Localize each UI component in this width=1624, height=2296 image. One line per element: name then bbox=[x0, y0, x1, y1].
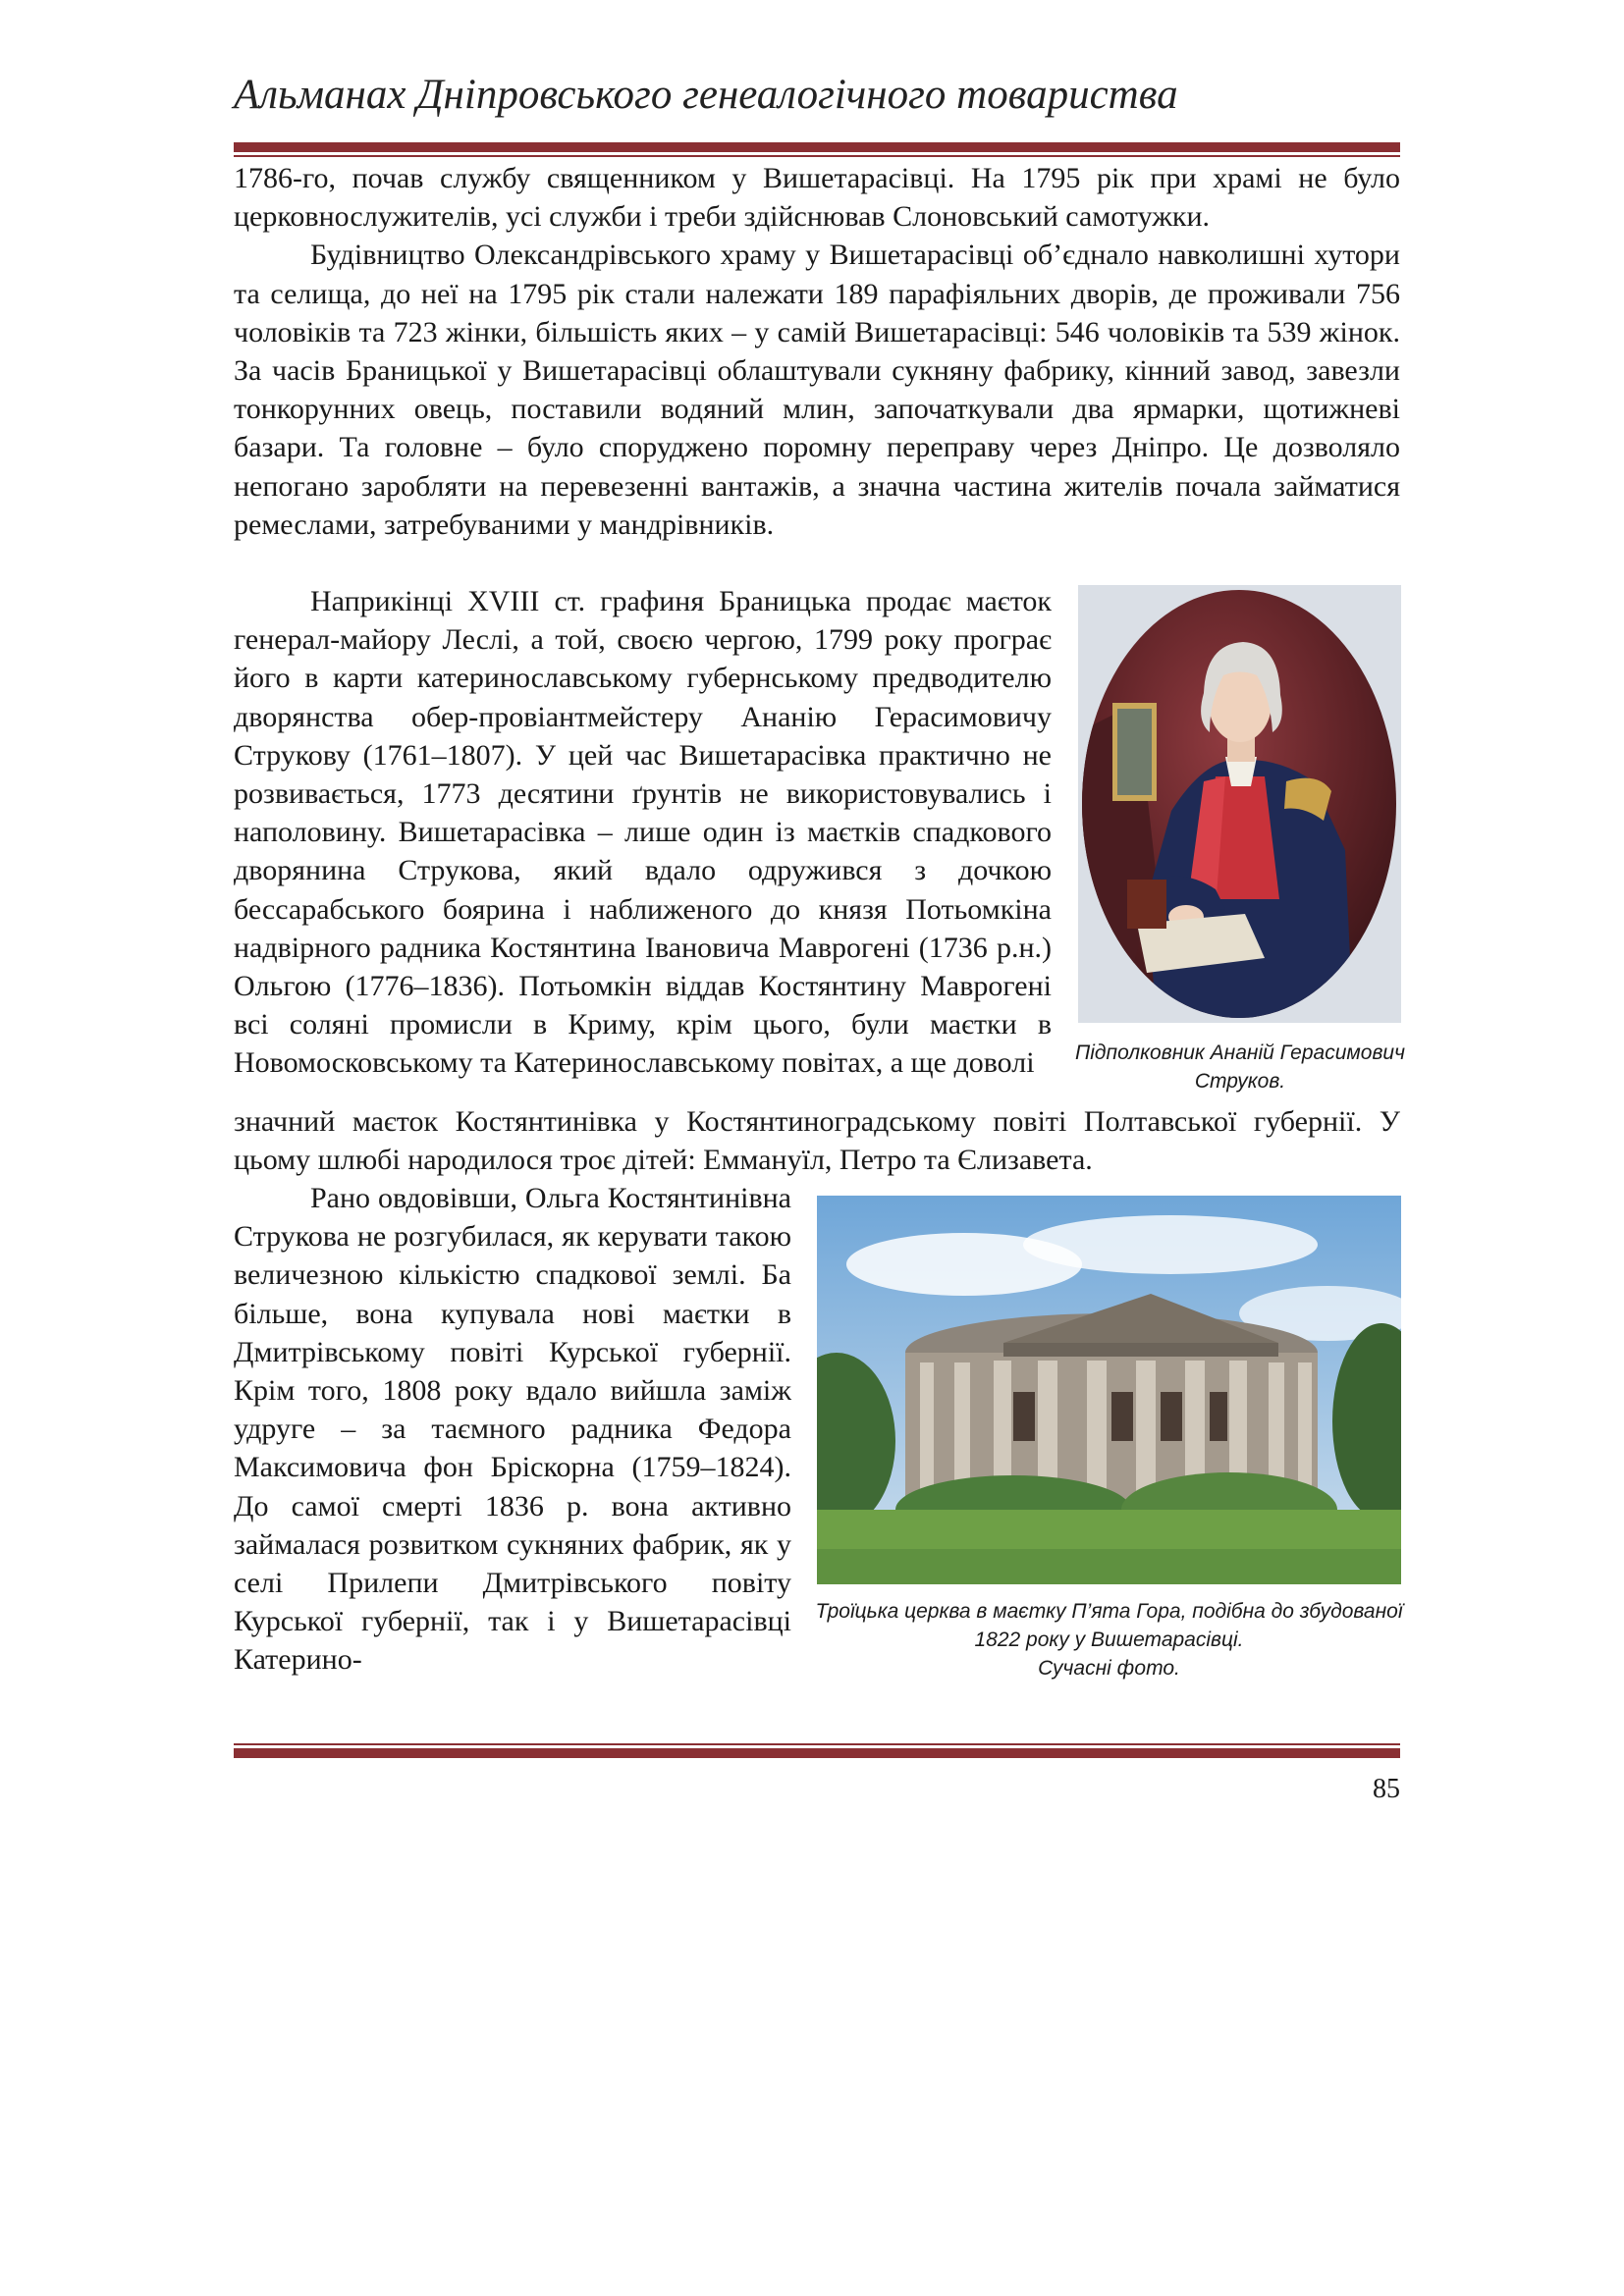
running-header-title: Альманах Дніпровського генеалогічного товариства bbox=[234, 72, 1178, 118]
footer-rule-thin bbox=[234, 1743, 1400, 1745]
church-caption bbox=[813, 1597, 1405, 1682]
church-figure bbox=[817, 1196, 1401, 1584]
text-block-middle bbox=[234, 1102, 1400, 1179]
church-caption-line-2: Сучасні фото. bbox=[1038, 1657, 1180, 1680]
church-photo bbox=[817, 1196, 1401, 1584]
header-rule-thick bbox=[234, 142, 1400, 152]
portrait-caption: Підполковник Ананій Герасимович Струков. bbox=[1075, 1041, 1405, 1093]
text-block-church-side bbox=[234, 1179, 791, 1680]
portrait-image bbox=[1078, 585, 1401, 1023]
portrait-figure bbox=[1078, 585, 1401, 1023]
paragraph-2: Будівництво Олександрівського храму у Вишетарасівці об’єднало навколишні хутори та селища, до неї на 1795 рік стали належати 189 парафіяльних дворів, де проживали 756 чоловіків та 723 жінки, більшість яких – у самій Вишетарасівці: 546 чоловіків та 539 жінок. За часів Браницької у Вишетарасівці облаштували сукняну фабрику, кінний завод, завезли тонкорунних овець, поставили водяний млин, започаткували два ярмарки, щотижневі базари. Та головне – було споруджено поромну переправу через Дніпро. Це дозволяло непогано заробляти на перевезенні вантажів, а значна частина жителів почала займатися ремеслами, затребуваними у мандрівників. bbox=[234, 239, 1400, 541]
text-block-top bbox=[234, 159, 1400, 544]
paragraph-1: 1786-го, почав службу священником у Вишетарасівці. На 1795 рік при храмі не було церковнослужителів, усі служби і треби здійснював Слоновський самотужки. bbox=[234, 162, 1400, 234]
page-number: 85 bbox=[1373, 1774, 1400, 1804]
text-block-portrait-side bbox=[234, 582, 1052, 1083]
church-caption-line-1: Троїцька церква в маєтку П’ята Гора, подібна до збудованої 1822 року у Вишетарасівці. bbox=[815, 1600, 1403, 1651]
footer-rule-thick bbox=[234, 1748, 1400, 1758]
paragraph-3-part-2: значний маєток Костянтинівка у Костянтиноградському повіті Полтавської губернії. У цьому шлюбі народилося троє дітей: Еммануїл, Петро та Єлизавета. bbox=[234, 1105, 1400, 1177]
header-rule-thin bbox=[234, 155, 1400, 157]
paragraph-3-part-1: Наприкінці XVIII ст. графиня Браницька продає маєток генерал-майору Леслі, а той, своєю чергою, 1799 року програє його в карти катеринославському губернському предводителю дворянства обер-провіантмейстеру Ананію Герасимовичу Струкову (1761–1807). У цей час Вишетарасівка практично не розвивається, 1773 десятини ґрунтів не використовувались і наполовину. Вишетарасівка – лише один із маєтків спадкового дворянина Струкова, який вдало одружився з дочкою бессарабського боярина і наближеного до князя Потьомкіна надвірного радника Костянтина Івановича Маврогені (1736 р.н.) Ольгою (1776–1836). Потьомкін віддав Костянтину Маврогені всі соляні промисли в Криму, крім цього, були маєтки в Новомосковському та Катеринославському повітах, а ще доволі bbox=[234, 585, 1052, 1080]
paragraph-4: Рано овдовівши, Ольга Костянтинівна Струкова не розгубилася, як керувати такою величезною кількістю спадкової землі. Ба більше, вона купувала нові маєтки в Дмитрівському повіті Курської губернії. Крім того, 1808 року вдало вийшла заміж удруге – за таємного радника Федора Максимовича фон Бріскорна (1759–1824). До самої смерті 1836 р. вона активно займалася розвитком сукняних фабрик, як у селі Прилепи Дмитрівського повіту Курської губернії, так і у Вишетарасівці Катерино- bbox=[234, 1182, 791, 1677]
